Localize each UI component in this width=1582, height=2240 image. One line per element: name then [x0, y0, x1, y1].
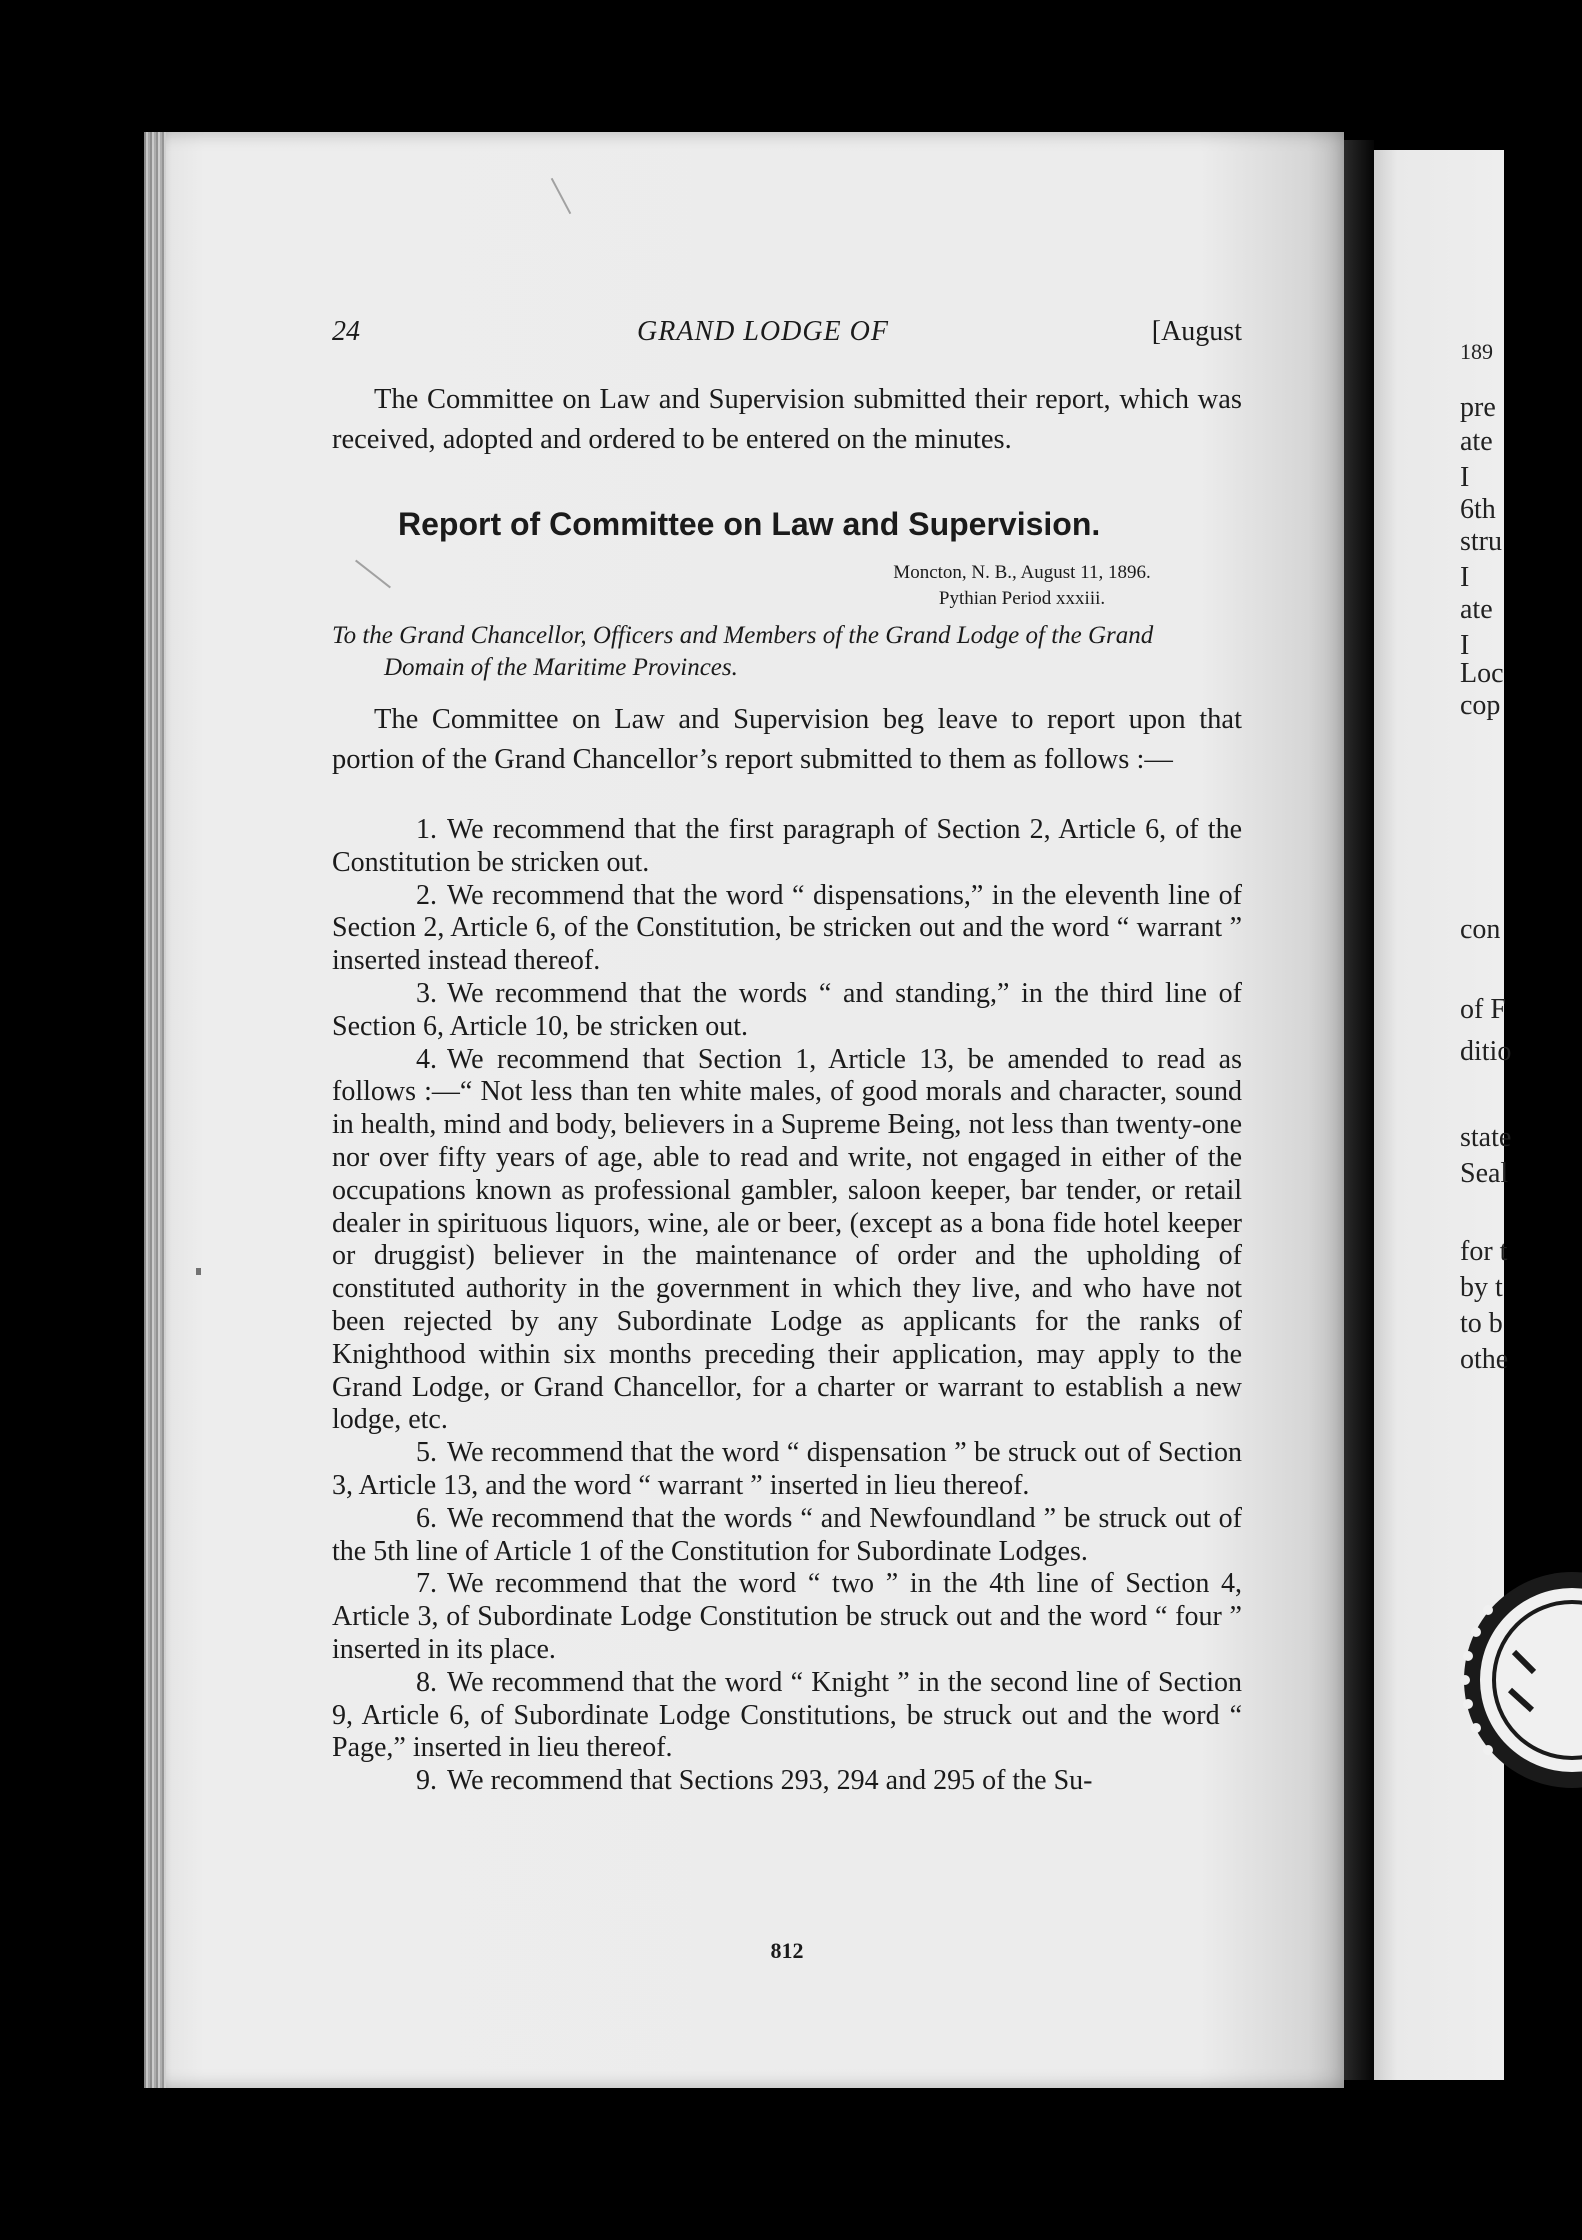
dateline — [812, 560, 1232, 612]
page-number: 24 — [332, 316, 360, 347]
item-number: 4. — [416, 1043, 437, 1075]
item-number: 3. — [416, 977, 437, 1009]
right-page-fragment: con — [1460, 914, 1501, 945]
right-page-fragment: othe — [1460, 1344, 1509, 1375]
list-item — [332, 1044, 1242, 1438]
item-text: We recommend that Section 1, Article 13, be amended to read as follows :—“ Not less than ten white males, of good morals and character, sound in health, mind and body, believers in a Supreme Being, not less than twenty-one nor over fifty years of age, able to read and write, not engaged in either of the occupations known as professional gambler, saloon keeper, bar tender, or retail dealer in spirituous liquors, wine, ale or beer, (except as a bona fide hotel keeper or druggist) believer in the maintenance of order and the upholding of constituted authority in the government in which they live, and who have not been rejected by any Subordinate Lodge as applicants for the ranks of Knighthood within six months preceding their application, may apply to the Grand Lodge, or Grand Chancellor, for a charter or warrant to establish a new lodge, etc. — [332, 1043, 1242, 1436]
right-page-fragment: Seal — [1460, 1158, 1509, 1189]
book-gutter — [1344, 140, 1374, 2080]
right-page-fragment: I — [1460, 462, 1470, 493]
right-page-fragment: stru — [1460, 526, 1502, 557]
item-text: We recommend that Sections 293, 294 and 295 of the Su- — [447, 1765, 1093, 1797]
right-page-folio: 189 — [1460, 339, 1493, 364]
item-number: 6. — [416, 1502, 437, 1534]
item-number: 8. — [416, 1666, 437, 1698]
list-item — [332, 1765, 1242, 1798]
bottom-folio: 812 — [770, 1938, 804, 1963]
dateline-place-date: Moncton, N. B., August 11, 1896. — [893, 562, 1151, 583]
right-page-fragment: for t — [1460, 1236, 1508, 1267]
right-page-fragment: ate — [1460, 594, 1493, 625]
item-text: We recommend that the word “ dispensations,” in the eleventh line of Section 2, Article 6, of the Constitution, be stricken out and the word “ warrant ” inserted instead thereof. — [332, 879, 1242, 977]
list-item — [332, 1437, 1242, 1503]
list-item — [332, 1667, 1242, 1765]
right-page-fragment: ditio — [1460, 1036, 1512, 1067]
intro-paragraph: The Committee on Law and Supervision submitted their report, which was received, adopted and ordered to be entered on the minutes. — [332, 384, 1242, 455]
page-edge — [144, 132, 166, 2088]
item-text: We recommend that the first paragraph of Section 2, Article 6, of the Constitution be stricken out. — [332, 814, 1242, 878]
list-item — [332, 1568, 1242, 1666]
right-page-fragment: by t — [1460, 1272, 1503, 1303]
right-page-fragment: 6th — [1460, 494, 1496, 525]
item-number: 2. — [416, 879, 437, 911]
item-number: 7. — [416, 1568, 437, 1600]
right-page-fragment: cop — [1460, 690, 1501, 721]
item-text: We recommend that the word “ two ” in the 4th line of Section 4, Article 3, of Subordinate Lodge Constitution be struck out and the word “ four ” inserted in its place. — [332, 1568, 1242, 1665]
item-number: 1. — [416, 814, 437, 845]
right-page-fragment: Loc — [1460, 658, 1504, 689]
list-item — [332, 814, 1242, 880]
item-text: We recommend that the words “ and standing,” in the third line of Section 6, Article 10, be stricken out. — [332, 977, 1242, 1042]
right-page-fragment: I — [1460, 630, 1470, 661]
salutation — [332, 620, 1242, 684]
right-page-fragment: state — [1460, 1122, 1512, 1153]
running-title: GRAND LODGE OF — [637, 316, 889, 347]
running-month: [August — [1151, 316, 1242, 347]
right-page-fragment: pre — [1460, 392, 1496, 423]
dateline-period: Pythian Period xxxiii. — [938, 588, 1106, 609]
item-text: We recommend that the word “ dispensation ” be struck out of Section 3, Article 13, and the word “ warrant ” inserted in lieu thereof. — [332, 1437, 1242, 1501]
list-item — [332, 978, 1242, 1044]
scan-mark — [196, 1268, 201, 1275]
salutation-line-1: To the Grand Chancellor, Officers and Members of the Grand Lodge of the Grand — [332, 622, 1154, 649]
report-title: Report of Committee on Law and Supervision. — [398, 506, 1101, 542]
item-text: We recommend that the words “ and Newfoundland ” be struck out of the 5th line of Article 1 of the Constitution for Subordinate Lodges. — [332, 1502, 1242, 1567]
list-item — [332, 1503, 1242, 1569]
right-page-fragment: I — [1460, 562, 1470, 593]
item-number: 5. — [416, 1437, 437, 1469]
right-page-fragment: ate — [1460, 426, 1493, 457]
item-text: We recommend that the word “ Knight ” in the second line of Section 9, Article 6, of Subordinate Lodge Constitutions, be struck out and the word “ Page,” inserted in lieu thereof. — [332, 1666, 1242, 1764]
list-item — [332, 880, 1242, 978]
right-page-fragment: of F — [1460, 994, 1506, 1025]
right-page-fragment: to b — [1460, 1308, 1503, 1339]
salutation-line-2: Domain of the Maritime Provinces. — [384, 654, 738, 681]
recommendation-list — [332, 814, 1242, 1798]
seal-fragment-icon — [1452, 1560, 1582, 1800]
opening-paragraph: The Committee on Law and Supervision beg leave to report upon that portion of the Grand Chancellor’s report submitted to them as follows :— — [332, 704, 1242, 775]
running-head — [332, 312, 1242, 352]
item-number: 9. — [416, 1765, 437, 1797]
